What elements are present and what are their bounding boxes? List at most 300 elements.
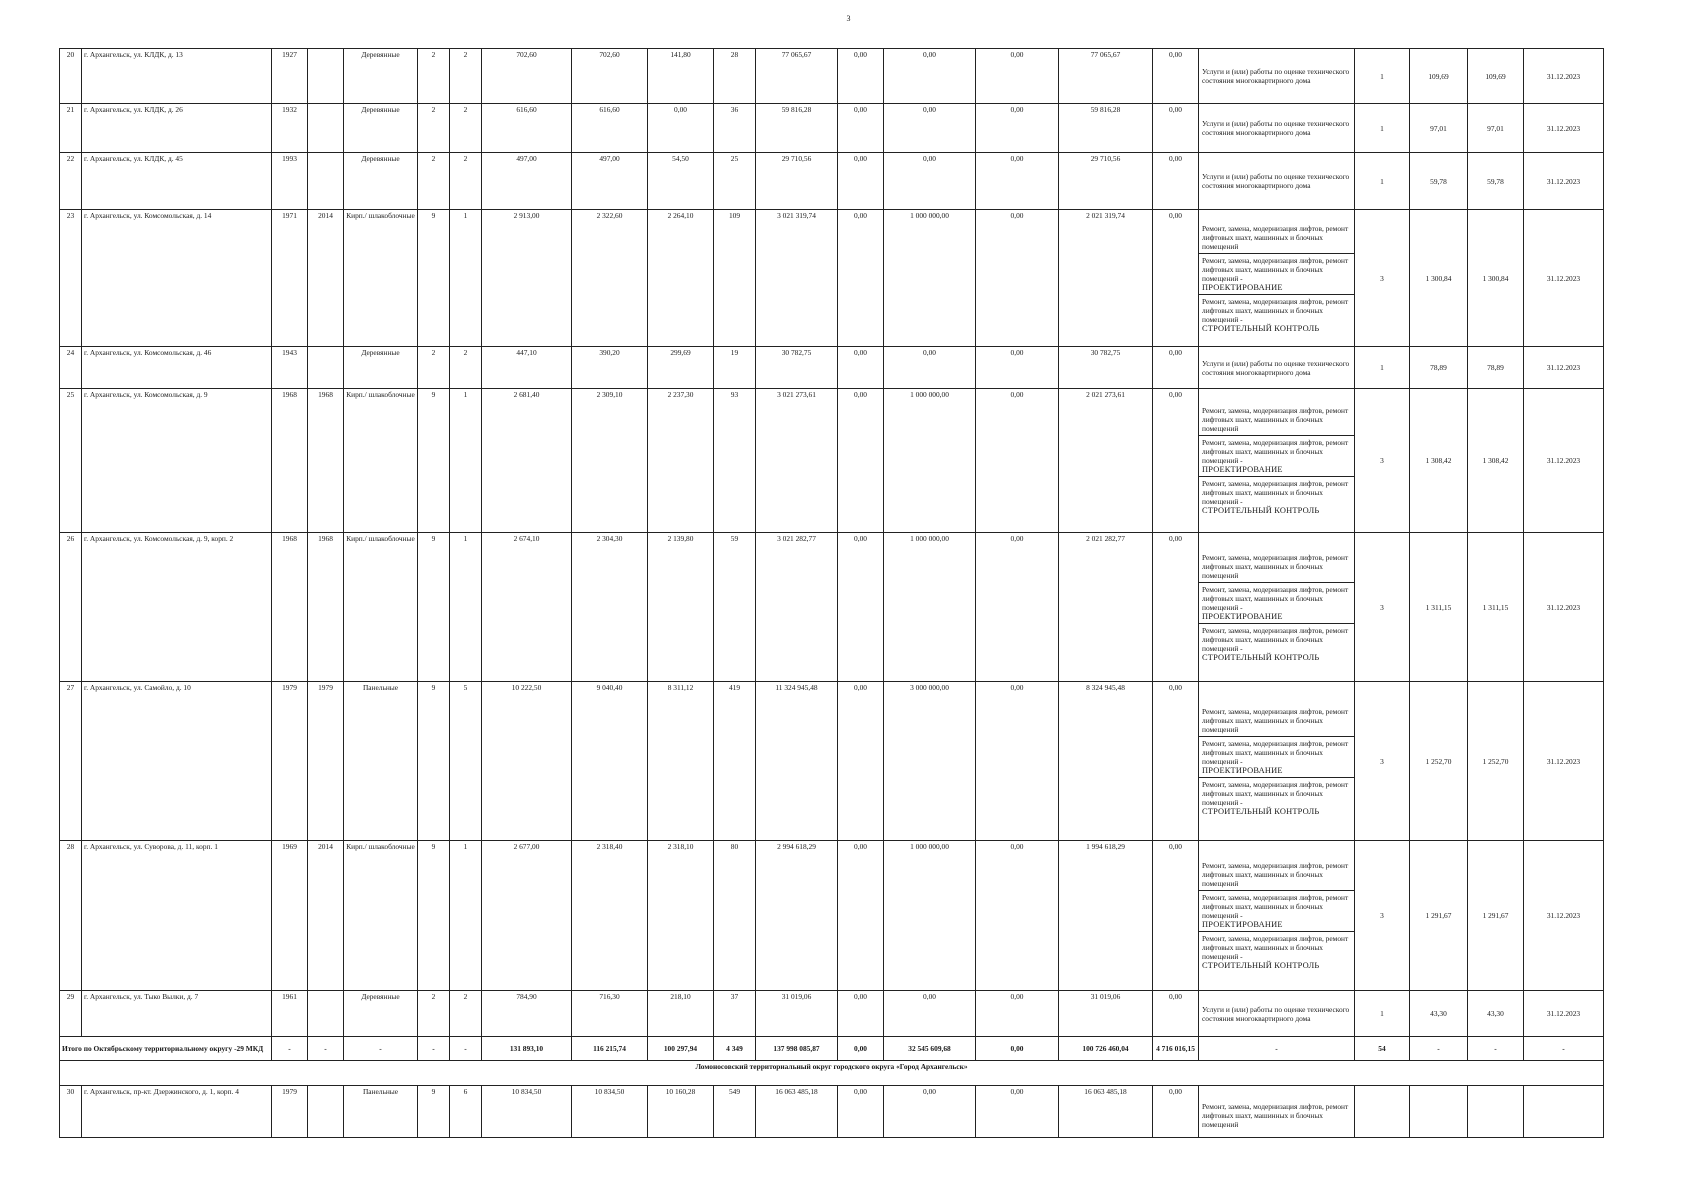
- work-count-cell: 1: [1355, 104, 1410, 153]
- private-area-cell: 2 237,30: [648, 389, 714, 533]
- year-built-cell: 1979: [272, 682, 308, 841]
- work-type-text: Услуги и (или) работы по оценке технического состояния многоквартирного дома: [1202, 172, 1350, 190]
- fund-share-cell: 0,00: [838, 49, 884, 104]
- address-cell: г. Архангельск, ул. Комсомольская, д. 9, корп. 2: [82, 533, 272, 682]
- address-cell: г. Архангельск, ул. КЛДК, д. 26: [82, 104, 272, 153]
- fund-share-cell: 0,00: [838, 104, 884, 153]
- private-area-cell: 10 160,28: [648, 1086, 714, 1138]
- budget-share-cell: 0,00: [884, 1086, 976, 1138]
- total-c3-cell: 0,00: [976, 1037, 1059, 1061]
- work-stage-label: ПРОЕКТИРОВАНИЕ: [1202, 611, 1283, 621]
- budget-share-cell: 3 000 000,00: [884, 682, 976, 841]
- work-count-cell: 1: [1355, 991, 1410, 1037]
- owners-share-cell: 1 994 618,29: [1059, 841, 1153, 991]
- total-cost-cell: 77 065,67: [756, 49, 838, 104]
- residents-cell: 19: [714, 347, 756, 389]
- unit-cost-cell: 109,69: [1410, 49, 1468, 104]
- work-type-item: [1199, 294, 1354, 335]
- work-type-text: Услуги и (или) работы по оценке технического состояния многоквартирного дома: [1202, 67, 1350, 85]
- work-count-cell: 3: [1355, 841, 1410, 991]
- entrances-cell: 2: [450, 347, 482, 389]
- private-area-cell: 54,50: [648, 153, 714, 210]
- address-cell: г. Архангельск, ул. КЛДК, д. 13: [82, 49, 272, 104]
- private-area-cell: 0,00: [648, 104, 714, 153]
- work-stage-label: ПРОЕКТИРОВАНИЕ: [1202, 920, 1283, 929]
- total-area-cell: 2 913,00: [482, 210, 572, 347]
- municipal-share-cell: 0,00: [976, 153, 1059, 210]
- owners-share-cell: 2 021 273,61: [1059, 389, 1153, 533]
- work-type-item: [1199, 404, 1354, 435]
- other-share-cell: 0,00: [1153, 153, 1199, 210]
- work-type-text: Услуги и (или) работы по оценке технического состояния многоквартирного дома: [1202, 358, 1350, 377]
- work-count-cell: [1355, 1086, 1410, 1138]
- year-overhaul-cell: [308, 991, 344, 1037]
- entrances-cell: 6: [450, 1086, 482, 1138]
- work-type-item: [1199, 357, 1354, 379]
- fund-share-cell: 0,00: [838, 682, 884, 841]
- deadline-cell: 31.12.2023: [1524, 210, 1604, 347]
- total-cost-cell: 3 021 273,61: [756, 389, 838, 533]
- total-area-cell: 616,60: [482, 104, 572, 153]
- floors-cell: 9: [418, 389, 450, 533]
- residents-cell: 549: [714, 1086, 756, 1138]
- work-type-cell: [1199, 389, 1355, 533]
- budget-share-cell: 0,00: [884, 104, 976, 153]
- work-type-text: Ремонт, замена, модернизация лифтов, ремонт лифтовых шахт, машинных и блочных помещений -: [1202, 296, 1349, 324]
- unit-cost-max-cell: 1 252,70: [1468, 682, 1524, 841]
- wall-material-cell: Деревянные: [344, 153, 418, 210]
- work-type-item: [1199, 476, 1354, 517]
- floors-cell: 2: [418, 991, 450, 1037]
- year-built-cell: 1968: [272, 389, 308, 533]
- unit-cost-max-cell: 1 311,15: [1468, 533, 1524, 682]
- residents-cell: 37: [714, 991, 756, 1037]
- row-number: 27: [60, 682, 82, 841]
- table-row: [60, 533, 1604, 682]
- total-unit-cost-max-cell: -: [1468, 1037, 1524, 1061]
- total-c1-cell: 0,00: [838, 1037, 884, 1061]
- total-walls-cell: -: [344, 1037, 418, 1061]
- private-area-cell: 2 264,10: [648, 210, 714, 347]
- deadline-cell: 31.12.2023: [1524, 991, 1604, 1037]
- total-cost-cell: 3 021 319,74: [756, 210, 838, 347]
- fund-share-cell: 0,00: [838, 389, 884, 533]
- work-type-cell: [1199, 49, 1355, 104]
- work-type-text: Ремонт, замена, модернизация лифтов, ремонт лифтовых шахт, машинных и блочных помещений -: [1202, 893, 1349, 920]
- private-area-cell: 8 311,12: [648, 682, 714, 841]
- deadline-cell: 31.12.2023: [1524, 533, 1604, 682]
- unit-cost-cell: 1 311,15: [1410, 533, 1468, 682]
- residents-cell: 109: [714, 210, 756, 347]
- total-cost-cell: 16 063 485,18: [756, 1086, 838, 1138]
- residents-cell: 93: [714, 389, 756, 533]
- work-type-cell: [1199, 210, 1355, 347]
- private-area-cell: 2 318,10: [648, 841, 714, 991]
- year-built-cell: 1961: [272, 991, 308, 1037]
- unit-cost-max-cell: 1 291,67: [1468, 841, 1524, 991]
- work-count-cell: 1: [1355, 49, 1410, 104]
- work-type-cell: [1199, 104, 1355, 153]
- municipal-share-cell: 0,00: [976, 389, 1059, 533]
- work-stage-label: СТРОИТЕЛЬНЫЙ КОНТРОЛЬ: [1202, 323, 1320, 333]
- fund-share-cell: 0,00: [838, 347, 884, 389]
- year-overhaul-cell: 2014: [308, 210, 344, 347]
- entrances-cell: 1: [450, 841, 482, 991]
- other-share-cell: 0,00: [1153, 49, 1199, 104]
- work-type-text: Ремонт, замена, модернизация лифтов, ремонт лифтовых шахт, машинных и блочных помещений -: [1202, 779, 1349, 807]
- other-share-cell: 0,00: [1153, 389, 1199, 533]
- wall-material-cell: Деревянные: [344, 49, 418, 104]
- budget-share-cell: 1 000 000,00: [884, 533, 976, 682]
- work-type-text: Ремонт, замена, модернизация лифтов, ремонт лифтовых шахт, машинных и блочных помещений -: [1202, 438, 1349, 465]
- table-row: [60, 841, 1604, 991]
- work-stage-label: СТРОИТЕЛЬНЫЙ КОНТРОЛЬ: [1202, 506, 1320, 515]
- unit-cost-max-cell: [1468, 1086, 1524, 1138]
- year-overhaul-cell: 2014: [308, 841, 344, 991]
- work-type-item: [1199, 777, 1354, 818]
- floors-cell: 9: [418, 210, 450, 347]
- other-share-cell: 0,00: [1153, 682, 1199, 841]
- municipal-share-cell: 0,00: [976, 533, 1059, 682]
- work-type-item: [1199, 705, 1354, 736]
- floors-cell: 2: [418, 104, 450, 153]
- municipal-share-cell: 0,00: [976, 210, 1059, 347]
- row-number: 21: [60, 104, 82, 153]
- municipal-share-cell: 0,00: [976, 682, 1059, 841]
- work-type-cell: [1199, 347, 1355, 389]
- address-cell: г. Архангельск, ул. Комсомольская, д. 9: [82, 389, 272, 533]
- total-floors-cell: -: [418, 1037, 450, 1061]
- total-work-count-cell: 54: [1355, 1037, 1410, 1061]
- work-type-text: Ремонт, замена, модернизация лифтов, ремонт лифтовых шахт, машинных и блочных помещений -: [1202, 934, 1349, 961]
- owners-share-cell: 2 021 319,74: [1059, 210, 1153, 347]
- table-row: [60, 210, 1604, 347]
- total-area-cell: 2 674,10: [482, 533, 572, 682]
- table-row: [60, 347, 1604, 389]
- year-built-cell: 1932: [272, 104, 308, 153]
- district-header: Ломоносовский территориальный округ городского округа «Город Архангельск»: [60, 1061, 1604, 1086]
- work-type-text: Ремонт, замена, модернизация лифтов, ремонт лифтовых шахт, машинных и блочных помещений -: [1202, 584, 1349, 612]
- living-area-cell: 9 040,40: [572, 682, 648, 841]
- work-type-item: [1199, 435, 1354, 476]
- total-cost-cell: 30 782,75: [756, 347, 838, 389]
- year-built-cell: 1979: [272, 1086, 308, 1138]
- work-type-text: Ремонт, замена, модернизация лифтов, ремонт лифтовых шахт, машинных и блочных помещений: [1202, 406, 1349, 433]
- owners-share-cell: 77 065,67: [1059, 49, 1153, 104]
- living-area-cell: 716,30: [572, 991, 648, 1037]
- row-number: 29: [60, 991, 82, 1037]
- work-type-item: [1199, 170, 1354, 192]
- work-type-text: Ремонт, замена, модернизация лифтов, ремонт лифтовых шахт, машинных и блочных помещений -: [1202, 255, 1349, 283]
- wall-material-cell: Деревянные: [344, 347, 418, 389]
- entrances-cell: 2: [450, 49, 482, 104]
- living-area-cell: 702,60: [572, 49, 648, 104]
- year-overhaul-cell: 1968: [308, 389, 344, 533]
- wall-material-cell: Кирп./ шлакоблочные: [344, 533, 418, 682]
- residents-cell: 419: [714, 682, 756, 841]
- work-count-cell: 3: [1355, 389, 1410, 533]
- work-type-item: Ремонт, замена, модернизация лифтов, ремонт лифтовых шахт, машинных и блочных помещений: [1202, 1102, 1349, 1129]
- owners-share-cell: 8 324 945,48: [1059, 682, 1153, 841]
- work-type-item: [1199, 859, 1354, 890]
- unit-cost-cell: [1410, 1086, 1468, 1138]
- total-cost-cell: 59 816,28: [756, 104, 838, 153]
- wall-material-cell: Кирп./ шлакоблочные: [344, 210, 418, 347]
- municipal-share-cell: 0,00: [976, 991, 1059, 1037]
- living-area-cell: 2 318,40: [572, 841, 648, 991]
- work-type-item: [1199, 222, 1354, 253]
- year-built-cell: 1971: [272, 210, 308, 347]
- total-cost-cell: 11 324 945,48: [756, 682, 838, 841]
- wall-material-cell: Кирп./ шлакоблочные: [344, 841, 418, 991]
- residents-cell: 28: [714, 49, 756, 104]
- unit-cost-max-cell: 109,69: [1468, 49, 1524, 104]
- district-total-label: Итого по Октябрьскому территориальному округу -29 МКД: [60, 1037, 272, 1061]
- unit-cost-cell: 1 308,42: [1410, 389, 1468, 533]
- row-number: 22: [60, 153, 82, 210]
- total-area-cell: 10 222,50: [482, 682, 572, 841]
- total-cost-cell: 2 994 618,29: [756, 841, 838, 991]
- address-cell: г. Архангельск, ул. Суворова, д. 11, корп. 1: [82, 841, 272, 991]
- work-type-item: [1199, 253, 1354, 294]
- budget-share-cell: 0,00: [884, 49, 976, 104]
- unit-cost-cell: 97,01: [1410, 104, 1468, 153]
- work-type-cell: [1199, 533, 1355, 682]
- table-row: [60, 389, 1604, 533]
- wall-material-cell: Кирп./ шлакоблочные: [344, 389, 418, 533]
- total-year-built-cell: -: [272, 1037, 308, 1061]
- work-type-item: [1199, 623, 1354, 664]
- municipal-share-cell: 0,00: [976, 1086, 1059, 1138]
- unit-cost-cell: 78,89: [1410, 347, 1468, 389]
- work-type-text: Ремонт, замена, модернизация лифтов, ремонт лифтовых шахт, машинных и блочных помещений: [1202, 223, 1349, 251]
- work-type-item: [1199, 890, 1354, 931]
- living-area-cell: 497,00: [572, 153, 648, 210]
- table-row: [60, 991, 1604, 1037]
- work-type-text: Услуги и (или) работы по оценке технического состояния многоквартирного дома: [1202, 119, 1350, 137]
- work-type-text: Ремонт, замена, модернизация лифтов, ремонт лифтовых шахт, машинных и блочных помещений -: [1202, 625, 1349, 653]
- budget-share-cell: 0,00: [884, 153, 976, 210]
- work-type-item: [1199, 117, 1354, 139]
- work-count-cell: 3: [1355, 210, 1410, 347]
- work-type-item: [1199, 582, 1354, 623]
- budget-share-cell: 0,00: [884, 347, 976, 389]
- residents-cell: 25: [714, 153, 756, 210]
- total-area-cell: 2 681,40: [482, 389, 572, 533]
- work-type-cell: [1199, 991, 1355, 1037]
- work-type-item: [1199, 1003, 1354, 1025]
- table-row: [60, 682, 1604, 841]
- private-area-cell: 299,69: [648, 347, 714, 389]
- address-cell: г. Архангельск, ул. Самойло, д. 10: [82, 682, 272, 841]
- unit-cost-cell: 1 291,67: [1410, 841, 1468, 991]
- work-type-item: [1199, 736, 1354, 777]
- entrances-cell: 1: [450, 389, 482, 533]
- work-type-text: Ремонт, замена, модернизация лифтов, ремонт лифтовых шахт, машинных и блочных помещений: [1202, 706, 1349, 734]
- entrances-cell: 2: [450, 991, 482, 1037]
- total-area-private-cell: 100 297,94: [648, 1037, 714, 1061]
- living-area-cell: 2 304,30: [572, 533, 648, 682]
- work-count-cell: 3: [1355, 533, 1410, 682]
- address-cell: г. Архангельск, ул. Комсомольская, д. 46: [82, 347, 272, 389]
- year-overhaul-cell: [308, 347, 344, 389]
- year-built-cell: 1927: [272, 49, 308, 104]
- work-type-item: [1199, 551, 1354, 582]
- unit-cost-max-cell: 1 300,84: [1468, 210, 1524, 347]
- row-number: 25: [60, 389, 82, 533]
- work-type-text: Ремонт, замена, модернизация лифтов, ремонт лифтовых шахт, машинных и блочных помещений -: [1202, 479, 1349, 506]
- work-type-cell: [1199, 841, 1355, 991]
- work-type-item: [1199, 65, 1354, 87]
- municipal-share-cell: 0,00: [976, 49, 1059, 104]
- floors-cell: 9: [418, 682, 450, 841]
- work-type-cell: [1199, 682, 1355, 841]
- entrances-cell: 1: [450, 210, 482, 347]
- work-type-text: Ремонт, замена, модернизация лифтов, ремонт лифтовых шахт, машинных и блочных помещений: [1202, 861, 1349, 888]
- page-number: 3: [846, 14, 851, 23]
- total-year-overhaul-cell: -: [308, 1037, 344, 1061]
- budget-share-cell: 1 000 000,00: [884, 389, 976, 533]
- other-share-cell: 0,00: [1153, 347, 1199, 389]
- total-cost-cell: 3 021 282,77: [756, 533, 838, 682]
- work-type-cell: [1199, 1086, 1355, 1138]
- total-deadline-cell: -: [1524, 1037, 1604, 1061]
- living-area-cell: 2 309,10: [572, 389, 648, 533]
- total-area-cell: 784,90: [482, 991, 572, 1037]
- entrances-cell: 1: [450, 533, 482, 682]
- living-area-cell: 2 322,60: [572, 210, 648, 347]
- owners-share-cell: 59 816,28: [1059, 104, 1153, 153]
- work-stage-label: ПРОЕКТИРОВАНИЕ: [1202, 282, 1283, 292]
- unit-cost-max-cell: 1 308,42: [1468, 389, 1524, 533]
- other-share-cell: 0,00: [1153, 533, 1199, 682]
- fund-share-cell: 0,00: [838, 841, 884, 991]
- fund-share-cell: 0,00: [838, 533, 884, 682]
- wall-material-cell: Деревянные: [344, 991, 418, 1037]
- total-area-cell: 10 834,50: [482, 1086, 572, 1138]
- unit-cost-cell: 1 252,70: [1410, 682, 1468, 841]
- entrances-cell: 5: [450, 682, 482, 841]
- private-area-cell: 2 139,80: [648, 533, 714, 682]
- year-overhaul-cell: [308, 1086, 344, 1138]
- row-number: 20: [60, 49, 82, 104]
- private-area-cell: 141,80: [648, 49, 714, 104]
- deadline-cell: 31.12.2023: [1524, 682, 1604, 841]
- other-share-cell: 0,00: [1153, 991, 1199, 1037]
- address-cell: г. Архангельск, пр-кт. Дзержинского, д. 1, корп. 4: [82, 1086, 272, 1138]
- deadline-cell: 31.12.2023: [1524, 49, 1604, 104]
- total-cost-total-cell: 137 998 085,87: [756, 1037, 838, 1061]
- living-area-cell: 616,60: [572, 104, 648, 153]
- work-type-text: Ремонт, замена, модернизация лифтов, ремонт лифтовых шахт, машинных и блочных помещений: [1202, 552, 1349, 580]
- total-cost-cell: 31 019,06: [756, 991, 838, 1037]
- budget-share-cell: 1 000 000,00: [884, 210, 976, 347]
- floors-cell: 2: [418, 49, 450, 104]
- unit-cost-max-cell: 59,78: [1468, 153, 1524, 210]
- total-c5-cell: 4 716 016,15: [1153, 1037, 1199, 1061]
- district-total-row: [60, 1037, 1604, 1061]
- living-area-cell: 10 834,50: [572, 1086, 648, 1138]
- year-overhaul-cell: [308, 104, 344, 153]
- budget-share-cell: 0,00: [884, 991, 976, 1037]
- year-overhaul-cell: [308, 49, 344, 104]
- total-residents-cell: 4 349: [714, 1037, 756, 1061]
- work-type-text: Ремонт, замена, модернизация лифтов, ремонт лифтовых шахт, машинных и блочных помещений -: [1202, 738, 1349, 766]
- total-c2-cell: 32 545 609,68: [884, 1037, 976, 1061]
- owners-share-cell: 31 019,06: [1059, 991, 1153, 1037]
- table-row: [60, 49, 1604, 104]
- row-number: 30: [60, 1086, 82, 1138]
- register-body: [60, 49, 1604, 1138]
- living-area-cell: 390,20: [572, 347, 648, 389]
- unit-cost-max-cell: 97,01: [1468, 104, 1524, 153]
- table-row: [60, 1086, 1604, 1138]
- table-row: [60, 153, 1604, 210]
- total-area-cell: 447,10: [482, 347, 572, 389]
- floors-cell: 9: [418, 533, 450, 682]
- entrances-cell: 2: [450, 153, 482, 210]
- total-area-living-cell: 116 215,74: [572, 1037, 648, 1061]
- unit-cost-cell: 59,78: [1410, 153, 1468, 210]
- residents-cell: 80: [714, 841, 756, 991]
- total-area-cell: 497,00: [482, 153, 572, 210]
- private-area-cell: 218,10: [648, 991, 714, 1037]
- row-number: 26: [60, 533, 82, 682]
- fund-share-cell: 0,00: [838, 153, 884, 210]
- capital-repair-register-table: [59, 48, 1604, 1138]
- other-share-cell: 0,00: [1153, 1086, 1199, 1138]
- other-share-cell: 0,00: [1153, 104, 1199, 153]
- work-stage-label: СТРОИТЕЛЬНЫЙ КОНТРОЛЬ: [1202, 961, 1320, 970]
- year-overhaul-cell: [308, 153, 344, 210]
- owners-share-cell: 2 021 282,77: [1059, 533, 1153, 682]
- work-count-cell: 1: [1355, 153, 1410, 210]
- floors-cell: 2: [418, 153, 450, 210]
- wall-material-cell: Деревянные: [344, 104, 418, 153]
- municipal-share-cell: 0,00: [976, 104, 1059, 153]
- work-count-cell: 3: [1355, 682, 1410, 841]
- address-cell: г. Архангельск, ул. Комсомольская, д. 14: [82, 210, 272, 347]
- budget-share-cell: 1 000 000,00: [884, 841, 976, 991]
- year-built-cell: 1943: [272, 347, 308, 389]
- year-built-cell: 1969: [272, 841, 308, 991]
- year-overhaul-cell: 1968: [308, 533, 344, 682]
- work-stage-label: СТРОИТЕЛЬНЫЙ КОНТРОЛЬ: [1202, 806, 1320, 816]
- owners-share-cell: 29 710,56: [1059, 153, 1153, 210]
- fund-share-cell: 0,00: [838, 1086, 884, 1138]
- wall-material-cell: Панельные: [344, 682, 418, 841]
- deadline-cell: 31.12.2023: [1524, 104, 1604, 153]
- entrances-cell: 2: [450, 104, 482, 153]
- unit-cost-max-cell: 43,30: [1468, 991, 1524, 1037]
- work-type-item: [1199, 931, 1354, 972]
- deadline-cell: 31.12.2023: [1524, 389, 1604, 533]
- total-cost-cell: 29 710,56: [756, 153, 838, 210]
- residents-cell: 59: [714, 533, 756, 682]
- unit-cost-max-cell: 78,89: [1468, 347, 1524, 389]
- residents-cell: 36: [714, 104, 756, 153]
- unit-cost-cell: 1 300,84: [1410, 210, 1468, 347]
- wall-material-cell: Панельные: [344, 1086, 418, 1138]
- work-type-text: Услуги и (или) работы по оценке технического состояния многоквартирного дома: [1202, 1004, 1350, 1023]
- work-count-cell: 1: [1355, 347, 1410, 389]
- row-number: 23: [60, 210, 82, 347]
- address-cell: г. Архангельск, ул. Тыко Вылки, д. 7: [82, 991, 272, 1037]
- total-area-cell: 702,60: [482, 49, 572, 104]
- total-works-cell: -: [1199, 1037, 1355, 1061]
- address-cell: г. Архангельск, ул. КЛДК, д. 45: [82, 153, 272, 210]
- table-row: [60, 104, 1604, 153]
